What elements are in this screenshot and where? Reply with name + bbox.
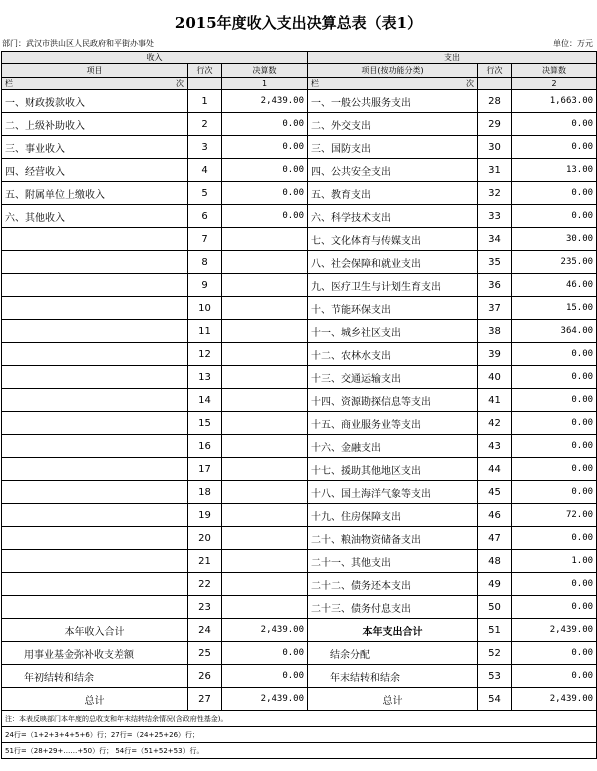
income-row-no-header: 行次 [188,64,222,78]
income-row-no: 10 [188,297,222,320]
header-row-section [2,52,597,64]
income-row-no: 22 [188,573,222,596]
income-amount [222,366,308,389]
ci-label: 次 [176,79,184,88]
expense-amount: 13.00 [512,159,597,182]
expense-amount: 0.00 [512,573,597,596]
income-item-label [2,389,188,412]
income-item-label: 六、其他收入 [2,205,188,228]
expense-section-header: 支出 [308,52,597,64]
unit-label: 单位：万元 [553,39,593,48]
income-row-no: 3 [188,136,222,159]
income-amount [222,228,308,251]
income-lane-number: 1 [222,78,308,90]
header-row-columns [2,64,597,78]
income-amount: 0.00 [222,159,308,182]
income-total-row-no: 27 [188,688,222,711]
expense-amount: 364.00 [512,320,597,343]
expense-total-amount: 0.00 [512,665,597,688]
income-item-label [2,458,188,481]
expense-item-label: 二十二、债务还本支出 [308,573,478,596]
expense-lane-cell [308,78,478,90]
expense-row-no: 48 [478,550,512,573]
expense-row-no: 33 [478,205,512,228]
table-row [2,435,597,458]
income-amount: 0.00 [222,113,308,136]
note-text: 注：本表反映部门本年度的总收支和年末结转结余情况(含政府性基金)。 [2,711,597,727]
expense-row-no: 41 [478,389,512,412]
income-item-header: 项目 [2,64,188,78]
budget-summary-table [1,51,597,759]
income-row-no: 20 [188,527,222,550]
income-row-no: 16 [188,435,222,458]
expense-row-no-header: 行次 [478,64,512,78]
expense-item-label: 五、教育支出 [308,182,478,205]
expense-amount: 0.00 [512,343,597,366]
note-row [2,727,597,743]
income-row-no: 14 [188,389,222,412]
expense-total-row-no: 51 [478,619,512,642]
table-row [2,90,597,113]
expense-amount-header: 决算数 [512,64,597,78]
expense-amount: 235.00 [512,251,597,274]
table-row [2,113,597,136]
expense-row-no: 30 [478,136,512,159]
expense-row-no: 46 [478,504,512,527]
expense-item-label: 十九、住房保障支出 [308,504,478,527]
income-amount [222,343,308,366]
income-amount [222,573,308,596]
table-row [2,274,597,297]
expense-amount: 0.00 [512,182,597,205]
income-row-no: 23 [188,596,222,619]
income-item-label [2,527,188,550]
expense-amount: 46.00 [512,274,597,297]
expense-item-label: 一、一般公共服务支出 [308,90,478,113]
income-item-label [2,297,188,320]
income-total-amount: 2,439.00 [222,619,308,642]
expense-row-no: 32 [478,182,512,205]
income-total-label: 总计 [2,688,188,711]
table-row [2,596,597,619]
table-row [2,458,597,481]
expense-amount: 0.00 [512,435,597,458]
table-row [2,389,597,412]
expense-item-header: 项目(按功能分类) [308,64,478,78]
expense-amount: 0.00 [512,412,597,435]
income-amount [222,481,308,504]
expense-row-no: 49 [478,573,512,596]
income-total-row-no: 24 [188,619,222,642]
income-amount-header: 决算数 [222,64,308,78]
income-amount: 2,439.00 [222,90,308,113]
lane-label: 栏 [5,79,13,88]
income-item-label [2,504,188,527]
income-total-label: 用事业基金弥补收支差额 [2,642,188,665]
expense-amount: 0.00 [512,389,597,412]
expense-item-label: 九、医疗卫生与计划生育支出 [308,274,478,297]
expense-row-no: 35 [478,251,512,274]
expense-item-label: 十八、国土海洋气象等支出 [308,481,478,504]
expense-row-no: 38 [478,320,512,343]
income-item-label [2,435,188,458]
expense-item-label: 二十三、债务付息支出 [308,596,478,619]
expense-row-no: 45 [478,481,512,504]
expense-item-label: 十六、金融支出 [308,435,478,458]
expense-total-label: 本年支出合计 [308,619,478,642]
income-amount: 0.00 [222,205,308,228]
expense-item-label: 七、文化体育与传媒支出 [308,228,478,251]
income-item-label [2,343,188,366]
expense-row-no: 31 [478,159,512,182]
income-item-label [2,481,188,504]
expense-total-amount: 2,439.00 [512,688,597,711]
expense-item-label: 二、外交支出 [308,113,478,136]
income-row-no: 11 [188,320,222,343]
income-section-header: 收入 [2,52,308,64]
income-lane-blank [188,78,222,90]
income-row-no: 1 [188,90,222,113]
income-amount [222,550,308,573]
income-amount: 0.00 [222,182,308,205]
note-text: 24行=（1+2+3+4+5+6）行；27行=（24+25+26）行； [2,727,597,743]
expense-amount: 0.00 [512,205,597,228]
expense-total-label: 结余分配 [308,642,478,665]
income-item-label [2,550,188,573]
expense-row-no: 43 [478,435,512,458]
expense-amount: 1,663.00 [512,90,597,113]
expense-total-amount: 0.00 [512,642,597,665]
table-row [2,297,597,320]
table-row [2,320,597,343]
total-row [2,642,597,665]
lane-label: 栏 [311,79,320,88]
table-row [2,228,597,251]
income-amount [222,596,308,619]
income-amount [222,320,308,343]
expense-item-label: 十、节能环保支出 [308,297,478,320]
income-row-no: 7 [188,228,222,251]
expense-lane-number: 2 [512,78,597,90]
expense-item-label: 十四、资源勘探信息等支出 [308,389,478,412]
income-item-label: 五、附属单位上缴收入 [2,182,188,205]
table-row [2,481,597,504]
expense-row-no: 42 [478,412,512,435]
income-row-no: 19 [188,504,222,527]
table-row [2,159,597,182]
income-item-label [2,274,188,297]
income-item-label: 二、上级补助收入 [2,113,188,136]
expense-row-no: 39 [478,343,512,366]
expense-total-label: 年末结转和结余 [308,665,478,688]
income-row-no: 12 [188,343,222,366]
income-item-label: 三、事业收入 [2,136,188,159]
total-row [2,619,597,642]
income-amount [222,274,308,297]
expense-total-label: 总计 [308,688,478,711]
income-row-no: 8 [188,251,222,274]
income-amount [222,297,308,320]
income-row-no: 2 [188,113,222,136]
income-row-no: 6 [188,205,222,228]
table-row [2,504,597,527]
expense-amount: 0.00 [512,527,597,550]
expense-item-label: 四、公共安全支出 [308,159,478,182]
income-amount [222,527,308,550]
expense-item-label: 十三、交通运输支出 [308,366,478,389]
expense-item-label: 十二、农林水支出 [308,343,478,366]
expense-row-no: 50 [478,596,512,619]
income-row-no: 21 [188,550,222,573]
income-amount [222,458,308,481]
income-item-label: 四、经营收入 [2,159,188,182]
department-label: 部门：武汉市洪山区人民政府和平街办事处 [2,39,154,48]
income-item-label [2,366,188,389]
expense-item-label: 十七、援助其他地区支出 [308,458,478,481]
expense-row-no: 29 [478,113,512,136]
income-total-row-no: 26 [188,665,222,688]
income-row-no: 15 [188,412,222,435]
expense-row-no: 44 [478,458,512,481]
table-row [2,205,597,228]
ci-label: 次 [466,79,475,88]
income-row-no: 5 [188,182,222,205]
income-item-label [2,412,188,435]
expense-amount: 0.00 [512,458,597,481]
income-item-label [2,228,188,251]
expense-item-label: 二十、粮油物资储备支出 [308,527,478,550]
income-row-no: 13 [188,366,222,389]
income-total-amount: 0.00 [222,665,308,688]
income-item-label: 一、财政拨款收入 [2,90,188,113]
expense-row-no: 34 [478,228,512,251]
income-amount [222,435,308,458]
expense-amount: 0.00 [512,481,597,504]
expense-total-row-no: 53 [478,665,512,688]
income-row-no: 4 [188,159,222,182]
expense-total-amount: 2,439.00 [512,619,597,642]
income-item-label [2,596,188,619]
note-row [2,711,597,727]
expense-row-no: 28 [478,90,512,113]
expense-amount: 0.00 [512,113,597,136]
table-row [2,550,597,573]
income-amount [222,504,308,527]
income-row-no: 17 [188,458,222,481]
income-total-amount: 0.00 [222,642,308,665]
income-amount [222,389,308,412]
total-row [2,665,597,688]
expense-lane-blank [478,78,512,90]
expense-amount: 30.00 [512,228,597,251]
table-row [2,136,597,159]
expense-item-label: 六、科学技术支出 [308,205,478,228]
expense-amount: 1.00 [512,550,597,573]
table-row [2,527,597,550]
expense-amount: 15.00 [512,297,597,320]
total-row [2,688,597,711]
table-row [2,573,597,596]
table-row [2,343,597,366]
note-text: 51行=（28+29+……+50）行； 54行=（51+52+53）行。 [2,743,597,759]
expense-item-label: 三、国防支出 [308,136,478,159]
note-row [2,743,597,759]
income-total-label: 本年收入合计 [2,619,188,642]
expense-item-label: 二十一、其他支出 [308,550,478,573]
income-total-label: 年初结转和结余 [2,665,188,688]
expense-row-no: 37 [478,297,512,320]
income-item-label [2,320,188,343]
table-row [2,182,597,205]
income-row-no: 18 [188,481,222,504]
expense-amount: 0.00 [512,596,597,619]
income-total-amount: 2,439.00 [222,688,308,711]
expense-amount: 72.00 [512,504,597,527]
expense-row-no: 47 [478,527,512,550]
income-item-label [2,573,188,596]
income-amount: 0.00 [222,136,308,159]
expense-total-row-no: 54 [478,688,512,711]
income-amount [222,412,308,435]
expense-item-label: 十五、商业服务业等支出 [308,412,478,435]
income-row-no: 9 [188,274,222,297]
income-amount [222,251,308,274]
expense-row-no: 36 [478,274,512,297]
income-lane-cell [2,78,188,90]
table-row [2,412,597,435]
expense-amount: 0.00 [512,366,597,389]
table-row [2,251,597,274]
income-item-label [2,251,188,274]
expense-total-row-no: 52 [478,642,512,665]
expense-item-label: 十一、城乡社区支出 [308,320,478,343]
page-title: 2015年度收入支出决算总表（表1） [174,14,423,32]
expense-item-label: 八、社会保障和就业支出 [308,251,478,274]
table-row [2,366,597,389]
header-row-lane [2,78,597,90]
expense-row-no: 40 [478,366,512,389]
expense-amount: 0.00 [512,136,597,159]
income-total-row-no: 25 [188,642,222,665]
